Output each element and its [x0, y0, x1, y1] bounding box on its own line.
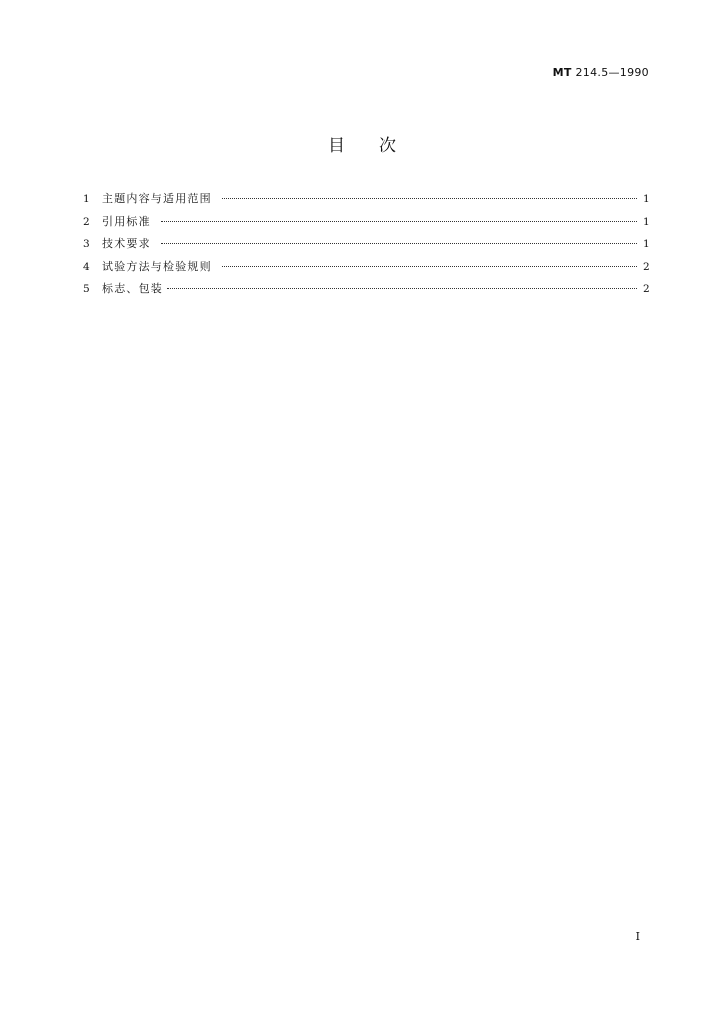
toc-title: 目次: [328, 136, 430, 156]
toc-entry-number: 1: [83, 193, 90, 205]
toc-entry-title: 技术要求: [102, 237, 151, 250]
toc-entry-page: 2: [643, 283, 650, 295]
toc-entry-number: 2: [83, 215, 90, 228]
toc-entry-page: 1: [643, 215, 650, 228]
toc-entry[interactable]: [83, 214, 649, 237]
toc-dot-leader: [222, 198, 637, 199]
toc-entry[interactable]: [83, 259, 649, 282]
toc-entry-page: 1: [643, 193, 650, 205]
toc-entry[interactable]: [83, 191, 649, 214]
toc-entry-title: 标志、包装: [102, 282, 163, 295]
toc-entry-title: 引用标准: [102, 214, 151, 228]
toc-entry-number: 5: [83, 283, 90, 295]
standard-code: [553, 66, 649, 79]
toc-entry-number: 4: [83, 260, 90, 273]
toc-dot-leader: [161, 221, 637, 222]
toc-entry-number: 3: [83, 238, 90, 250]
standard-prefix: MT: [552, 66, 572, 79]
toc-entry[interactable]: [83, 236, 649, 259]
standard-number: 214.5—1990: [575, 66, 649, 79]
toc-entry-title: 试验方法与检验规则: [102, 259, 212, 273]
toc-entry-page: 2: [643, 260, 650, 273]
toc-entry-page: 1: [643, 238, 650, 250]
table-of-contents: [83, 191, 649, 304]
toc-entry[interactable]: [83, 281, 649, 304]
toc-entry-title: 主题内容与适用范围: [102, 192, 212, 205]
page-number: I: [635, 930, 640, 943]
toc-dot-leader: [222, 266, 637, 267]
toc-dot-leader: [161, 243, 637, 244]
toc-dot-leader: [167, 288, 637, 289]
